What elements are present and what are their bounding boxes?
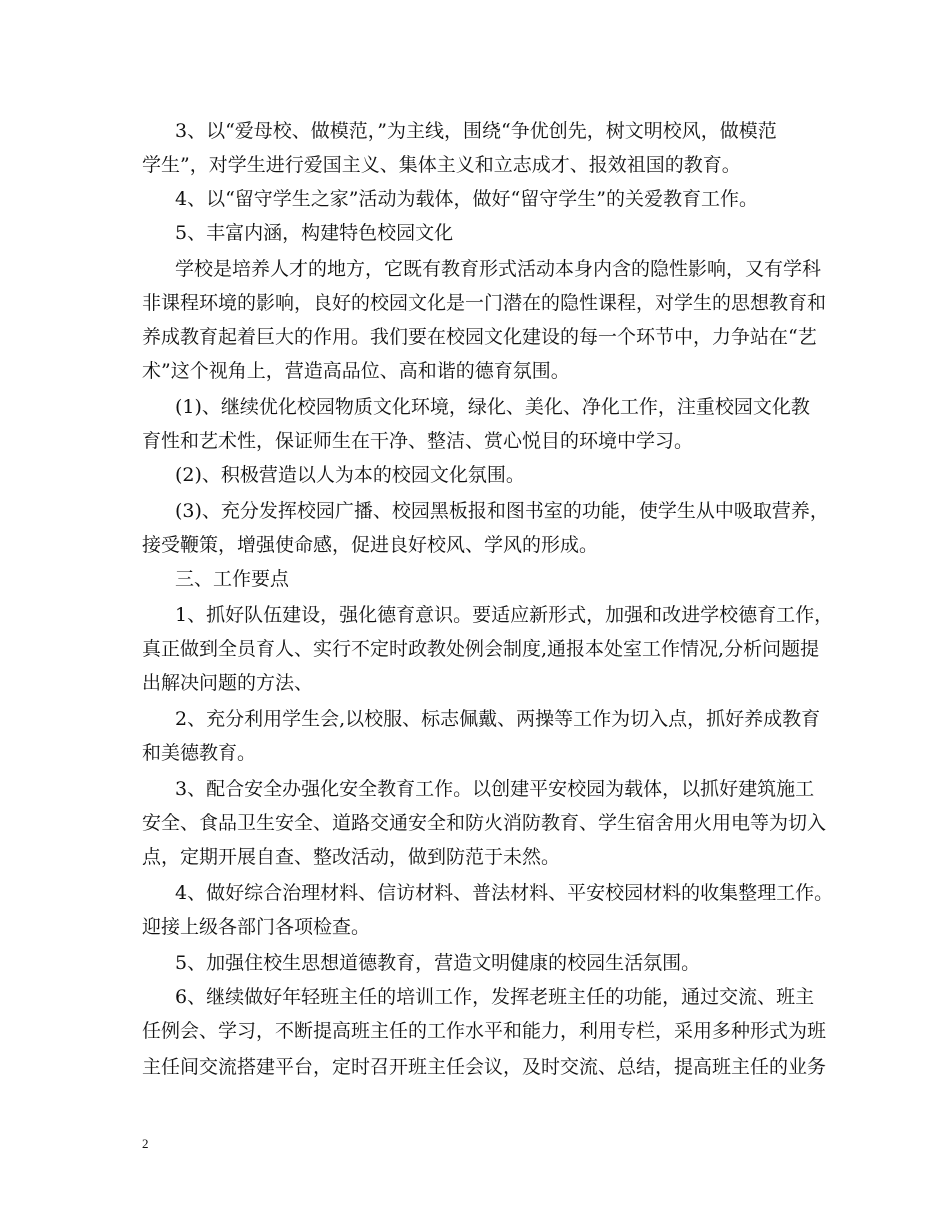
text-line: 养成教育起着巨大的作用。我们要在校园文化建设的每一个环节中，力争站在“艺 — [142, 326, 817, 348]
text-line: 5、加强住校生思想道德教育，营造文明健康的校园生活氛围。 — [175, 952, 701, 974]
text-line: 和美德教育。 — [142, 742, 257, 764]
text-line: 4、做好综合治理材料、信访材料、普法材料、平安校园材料的收集整理工作。 — [175, 882, 834, 904]
text-line: 学校是培养人才的地方，它既有教育形式活动本身内含的隐性影响，又有学科 — [175, 258, 822, 280]
text-line: 5、丰富内涵，构建特色校园文化 — [175, 222, 454, 244]
text-line: 主任间交流搭建平台，定时召开班主任会议，及时交流、总结，提高班主任的业务 — [142, 1056, 827, 1078]
text-line: 安全、食品卫生安全、道路交通安全和防火消防教育、学生宿舍用火用电等为切入 — [142, 812, 827, 834]
text-line: 非课程环境的影响，良好的校园文化是一门潜在的隐性课程，对学生的思想教育和 — [142, 292, 827, 314]
text-line: 真正做到全员育人、实行不定时政教处例会制度,通报本处室工作情况,分析问题提 — [142, 638, 820, 660]
text-line: 点，定期开展自查、整改活动，做到防范于未然。 — [142, 846, 561, 868]
text-line: 迎接上级各部门各项检查。 — [142, 916, 371, 938]
text-line: 任例会、学习，不断提高班主任的工作水平和能力，利用专栏，采用多种形式为班 — [142, 1020, 827, 1042]
text-line: 出解决问题的方法、 — [142, 672, 314, 694]
text-line: (1)、继续优化校园物质文化环境，绿化、美化、净化工作，注重校园文化教 — [175, 396, 810, 418]
text-line: 术”这个视角上，营造高品位、高和谐的德育氛围。 — [142, 360, 570, 382]
text-line: (3)、充分发挥校园广播、校园黑板报和图书室的功能，使学生从中吸取营养， — [175, 500, 829, 522]
page-number: 2 — [142, 1136, 149, 1151]
text-line: 2、充分利用学生会,以校服、标志佩戴、两操等工作为切入点，抓好养成教育 — [175, 708, 821, 730]
text-line: 6、继续做好年轻班主任的培训工作，发挥老班主任的功能，通过交流、班主 — [175, 986, 815, 1008]
text-line: 1、抓好队伍建设，强化德育意识。要适应新形式，加强和改进学校德育工作， — [175, 604, 834, 626]
text-line: 3、配合安全办强化安全教育工作。以创建平安校园为载体，以抓好建筑施工 — [175, 778, 815, 800]
text-line: 3、以“爱母校、做模范，”为主线，围绕“争优创先，树文明校风，做模范 — [175, 120, 777, 142]
section-heading: 三、工作要点 — [175, 568, 290, 590]
text-line: 接受鞭策，增强使命感，促进良好校风、学风的形成。 — [142, 534, 599, 556]
text-line: 4、以“留守学生之家”活动为载体，做好“留守学生”的关爱教育工作。 — [175, 188, 758, 210]
text-line: 学生”，对学生进行爱国主义、集体主义和立志成才、报效祖国的教育。 — [142, 154, 741, 176]
text-line: (2)、积极营造以人为本的校园文化氛围。 — [175, 464, 525, 486]
text-line: 育性和艺术性，保证师生在干净、整洁、赏心悦目的环境中学习。 — [142, 430, 694, 452]
